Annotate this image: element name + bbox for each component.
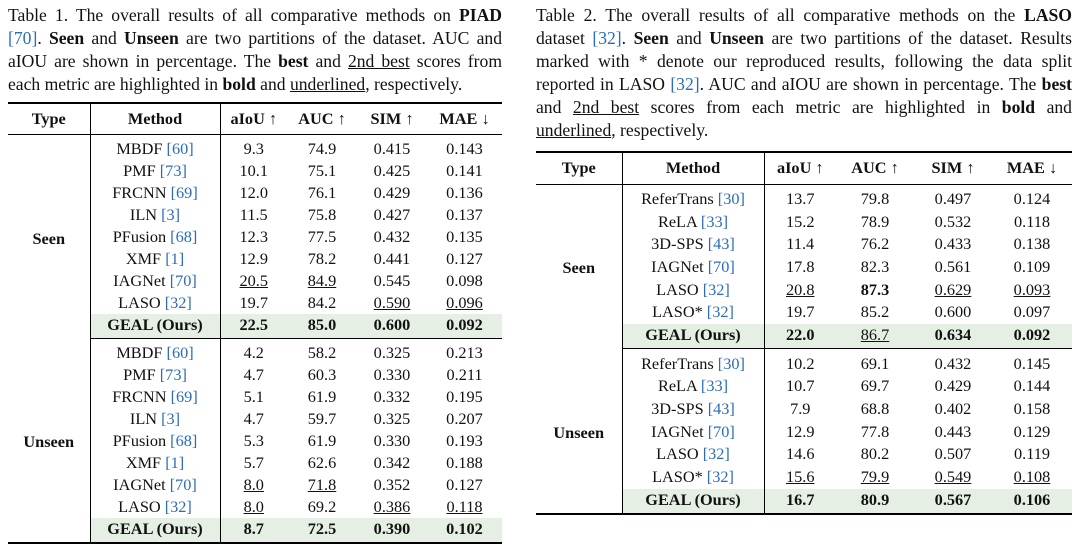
value-cell: 0.590 (373, 293, 411, 313)
table-2 (536, 151, 1072, 516)
value-cell: 0.443 (934, 421, 972, 441)
value-cell: 20.8 (786, 279, 815, 299)
value-cell: 0.127 (446, 475, 483, 495)
value-cell: 0.332 (373, 387, 411, 407)
method-cell: LASO [32] (622, 443, 764, 466)
value-cell: 0.325 (373, 409, 411, 429)
method-cell: LASO [32] (622, 278, 764, 301)
value-cell: 0.386 (373, 497, 411, 517)
value-cell: 0.096 (446, 293, 483, 313)
value-cell: 22.0 (764, 324, 836, 349)
header-method: Method (90, 103, 220, 135)
value-cell: 0.109 (1013, 256, 1051, 276)
value-cell: 10.1 (239, 161, 268, 181)
value-cell: 0.138 (1013, 234, 1051, 254)
value-cell: 60.3 (307, 365, 337, 385)
value-cell: 0.600 (357, 314, 427, 339)
citation-link[interactable]: [32] (670, 74, 700, 95)
value-cell: 0.549 (934, 467, 972, 487)
method-cell: IAGNet [70] (622, 420, 764, 443)
value-cell: 0.342 (373, 453, 411, 473)
value-cell: 0.634 (914, 324, 992, 349)
citation-link[interactable]: [73] (159, 365, 187, 385)
value-cell: 0.432 (373, 227, 411, 247)
value-cell: 5.3 (243, 431, 264, 451)
method-cell: FRCNN [69] (90, 386, 220, 408)
value-cell: 0.119 (1013, 444, 1051, 464)
table-2-panel (536, 4, 1072, 515)
table-row (536, 184, 1072, 210)
header-mae: MAE ↓ (427, 103, 502, 135)
citation-link[interactable]: [60] (166, 139, 194, 159)
value-cell: 0.561 (934, 256, 972, 276)
header-auc: AUC ↑ (836, 152, 914, 185)
value-cell: 13.7 (786, 188, 815, 208)
header-mae: MAE ↓ (992, 152, 1072, 185)
header-type: Type (536, 152, 622, 185)
value-cell: 0.415 (373, 139, 411, 159)
citation-link[interactable]: [33] (700, 376, 729, 396)
method-cell: XMF [1] (90, 248, 220, 270)
value-cell: 11.5 (239, 205, 268, 225)
value-cell: 0.497 (934, 188, 972, 208)
value-cell: 76.1 (307, 183, 337, 203)
value-cell: 77.5 (307, 227, 337, 247)
value-cell: 0.330 (373, 365, 411, 385)
value-cell: 8.0 (243, 475, 264, 495)
method-cell: ReLA [33] (622, 375, 764, 398)
value-cell: 84.2 (307, 293, 337, 313)
header-method: Method (622, 152, 764, 185)
value-cell: 0.118 (1013, 211, 1051, 231)
method-cell: ReLA [33] (622, 210, 764, 233)
value-cell: 61.9 (307, 431, 337, 451)
method-cell: IAGNet [70] (90, 474, 220, 496)
value-cell: 0.352 (373, 475, 411, 495)
value-cell: 68.8 (860, 399, 890, 419)
value-cell: 0.629 (934, 279, 972, 299)
value-cell: 0.188 (446, 453, 483, 473)
citation-link[interactable]: [33] (700, 211, 729, 231)
value-cell: 75.1 (307, 161, 337, 181)
value-cell: 8.7 (220, 518, 287, 543)
value-cell: 0.092 (992, 324, 1072, 349)
method-cell: PMF [73] (90, 364, 220, 386)
value-cell: 10.2 (786, 353, 815, 373)
value-cell: 0.429 (934, 376, 972, 396)
value-cell: 0.567 (914, 489, 992, 515)
citation-link[interactable]: [60] (166, 343, 194, 363)
method-cell: XMF [1] (90, 452, 220, 474)
value-cell: 0.129 (1013, 421, 1051, 441)
citation-link[interactable]: [32] (706, 467, 734, 487)
value-cell: 78.9 (860, 211, 890, 231)
header-sim: SIM ↑ (357, 103, 427, 135)
citation-link[interactable]: [32] (164, 293, 192, 313)
value-cell: 0.425 (373, 161, 411, 181)
value-cell: 74.9 (307, 139, 337, 159)
value-cell: 76.2 (860, 234, 890, 254)
citation-link[interactable]: [70] (707, 256, 735, 276)
value-cell: 78.2 (307, 249, 337, 269)
citation-link[interactable]: [70] (707, 421, 735, 441)
method-cell: LASO* [32] (622, 301, 764, 324)
value-cell: 80.9 (836, 489, 914, 515)
value-cell: 0.211 (446, 365, 483, 385)
table-header-row (8, 103, 502, 135)
value-cell: 82.3 (860, 256, 890, 276)
value-cell: 0.136 (446, 183, 483, 203)
value-cell: 0.092 (427, 314, 502, 339)
citation-link[interactable]: [3] (161, 205, 181, 225)
citation-link[interactable]: [69] (170, 183, 198, 203)
citation-link[interactable]: [32] (164, 497, 192, 517)
value-cell: 0.390 (357, 518, 427, 543)
value-cell: 15.6 (786, 467, 815, 487)
value-cell: 85.2 (860, 302, 890, 322)
method-cell: GEAL (Ours) (90, 518, 220, 543)
value-cell: 0.145 (1013, 353, 1051, 373)
value-cell: 79.9 (860, 467, 890, 487)
value-cell: 0.141 (446, 161, 483, 181)
method-cell: IAGNet [70] (90, 270, 220, 292)
value-cell: 72.5 (287, 518, 357, 543)
citation-link[interactable]: [68] (170, 431, 198, 451)
method-cell: PFusion [68] (90, 226, 220, 248)
citation-link[interactable]: [70] (169, 475, 197, 495)
value-cell: 14.6 (786, 444, 815, 464)
method-cell: PFusion [68] (90, 430, 220, 452)
value-cell: 75.8 (307, 205, 337, 225)
table-row (8, 339, 502, 365)
citation-link[interactable]: [1] (165, 453, 185, 473)
citation-link[interactable]: [30] (717, 188, 745, 208)
value-cell: 0.433 (934, 234, 972, 254)
method-cell: LASO [32] (90, 496, 220, 518)
value-cell: 9.3 (243, 139, 264, 159)
value-cell: 0.144 (1013, 376, 1051, 396)
value-cell: 0.124 (1013, 188, 1051, 208)
value-cell: 0.158 (1013, 399, 1051, 419)
method-cell: LASO* [32] (622, 466, 764, 489)
table-1-panel (8, 4, 502, 544)
value-cell: 12.0 (239, 183, 268, 203)
method-cell: ReferTrans [30] (622, 184, 764, 210)
value-cell: 19.7 (239, 293, 268, 313)
value-cell: 15.2 (786, 211, 815, 231)
value-cell: 0.195 (446, 387, 483, 407)
value-cell: 0.441 (373, 249, 411, 269)
value-cell: 79.8 (860, 188, 890, 208)
value-cell: 0.432 (934, 353, 972, 373)
value-cell: 5.1 (243, 387, 264, 407)
value-cell: 12.9 (786, 421, 815, 441)
value-cell: 84.9 (307, 271, 337, 291)
value-cell: 0.097 (1013, 302, 1051, 322)
method-cell: ILN [3] (90, 408, 220, 430)
method-cell: FRCNN [69] (90, 182, 220, 204)
value-cell: 0.207 (446, 409, 483, 429)
value-cell: 0.213 (446, 343, 483, 363)
header-type: Type (8, 103, 90, 135)
method-cell: MBDF [60] (90, 339, 220, 365)
citation-link[interactable]: [70] (8, 28, 38, 49)
citation-link[interactable]: [30] (717, 353, 745, 373)
value-cell: 12.3 (239, 227, 268, 247)
value-cell: 4.7 (243, 409, 264, 429)
value-cell: 8.0 (243, 497, 264, 517)
method-cell: 3D-SPS [43] (622, 398, 764, 421)
value-cell: 0.098 (446, 271, 483, 291)
value-cell: 69.7 (860, 376, 890, 396)
value-cell: 62.6 (307, 453, 337, 473)
table-header-row (536, 152, 1072, 185)
header-aiou: aIoU ↑ (764, 152, 836, 185)
citation-link[interactable]: [69] (170, 387, 198, 407)
citation-link[interactable]: [43] (707, 399, 735, 419)
value-cell: 0.118 (446, 497, 483, 517)
value-cell: 17.8 (786, 256, 815, 276)
header-sim: SIM ↑ (914, 152, 992, 185)
value-cell: 7.9 (790, 399, 811, 419)
method-cell: IAGNet [70] (622, 256, 764, 279)
table-2-caption: Table 2. The overall results of all comparative methods on the LASO dataset [32]. Seen and Unseen are two partitions of the dataset. Results marked with * denote our reproduced results, following the data split reported in LASO [32]. AUC and aIOU are shown in percentage. The best and 2nd best scores from each metric are highlighted in bold and underlined, respectively. (536, 5, 1073, 141)
value-cell: 71.8 (307, 475, 337, 495)
citation-link[interactable]: [32] (702, 444, 730, 464)
citation-link[interactable]: [1] (165, 249, 185, 269)
value-cell: 20.5 (239, 271, 268, 291)
table-row (8, 135, 502, 161)
value-cell: 80.2 (860, 444, 890, 464)
value-cell: 0.093 (1013, 279, 1051, 299)
method-cell: LASO [32] (90, 292, 220, 314)
value-cell: 16.7 (764, 489, 836, 515)
method-cell: ReferTrans [30] (622, 349, 764, 375)
value-cell: 69.1 (860, 353, 890, 373)
type-cell-seen: Seen (536, 184, 622, 349)
value-cell: 0.102 (427, 518, 502, 543)
value-cell: 12.9 (239, 249, 268, 269)
value-cell: 0.330 (373, 431, 411, 451)
citation-link[interactable]: [68] (170, 227, 198, 247)
method-cell: MBDF [60] (90, 135, 220, 161)
value-cell: 4.2 (243, 343, 264, 363)
value-cell: 87.3 (860, 279, 890, 299)
value-cell: 58.2 (307, 343, 337, 363)
citation-link[interactable]: [32] (706, 302, 734, 322)
value-cell: 19.7 (786, 302, 815, 322)
value-cell: 0.325 (373, 343, 411, 363)
value-cell: 59.7 (307, 409, 337, 429)
type-cell-unseen: Unseen (536, 349, 622, 514)
value-cell: 22.5 (220, 314, 287, 339)
table-row (536, 349, 1072, 375)
value-cell: 0.402 (934, 399, 972, 419)
value-cell: 0.135 (446, 227, 483, 247)
value-cell: 10.7 (786, 376, 815, 396)
table-1-caption: Table 1. The overall results of all comparative methods on PIAD [70]. Seen and Unseen are two partitions of the dataset. AUC and aIOU are shown in percentage. The best and 2nd best scores from each metric are highlighted in bold and underlined, respectively. (8, 5, 503, 95)
header-auc: AUC ↑ (287, 103, 357, 135)
value-cell: 0.137 (446, 205, 483, 225)
value-cell: 0.106 (992, 489, 1072, 515)
value-cell: 0.600 (934, 302, 972, 322)
value-cell: 11.4 (786, 234, 815, 254)
method-cell: ILN [3] (90, 204, 220, 226)
type-cell-seen: Seen (8, 135, 90, 339)
citation-link[interactable]: [73] (159, 161, 187, 181)
value-cell: 0.108 (1013, 467, 1051, 487)
value-cell: 0.127 (446, 249, 483, 269)
value-cell: 0.545 (373, 271, 411, 291)
value-cell: 77.8 (860, 421, 890, 441)
header-aiou: aIoU ↑ (220, 103, 287, 135)
table-1 (8, 102, 502, 544)
citation-link[interactable]: [3] (161, 409, 181, 429)
type-cell-unseen: Unseen (8, 339, 90, 544)
value-cell: 5.7 (243, 453, 264, 473)
citation-link[interactable]: [32] (702, 279, 730, 299)
method-cell: GEAL (Ours) (90, 314, 220, 339)
method-cell: GEAL (Ours) (622, 489, 764, 515)
value-cell: 69.2 (307, 497, 337, 517)
value-cell: 61.9 (307, 387, 337, 407)
value-cell: 0.429 (373, 183, 411, 203)
value-cell: 0.143 (446, 139, 483, 159)
value-cell: 0.532 (934, 211, 972, 231)
value-cell: 85.0 (287, 314, 357, 339)
value-cell: 0.193 (446, 431, 483, 451)
value-cell: 86.7 (836, 324, 914, 349)
method-cell: 3D-SPS [43] (622, 233, 764, 256)
citation-link[interactable]: [70] (169, 271, 197, 291)
value-cell: 0.507 (934, 444, 972, 464)
citation-link[interactable]: [32] (592, 28, 622, 49)
citation-link[interactable]: [43] (707, 234, 735, 254)
value-cell: 4.7 (243, 365, 264, 385)
method-cell: PMF [73] (90, 160, 220, 182)
value-cell: 0.427 (373, 205, 411, 225)
method-cell: GEAL (Ours) (622, 324, 764, 349)
